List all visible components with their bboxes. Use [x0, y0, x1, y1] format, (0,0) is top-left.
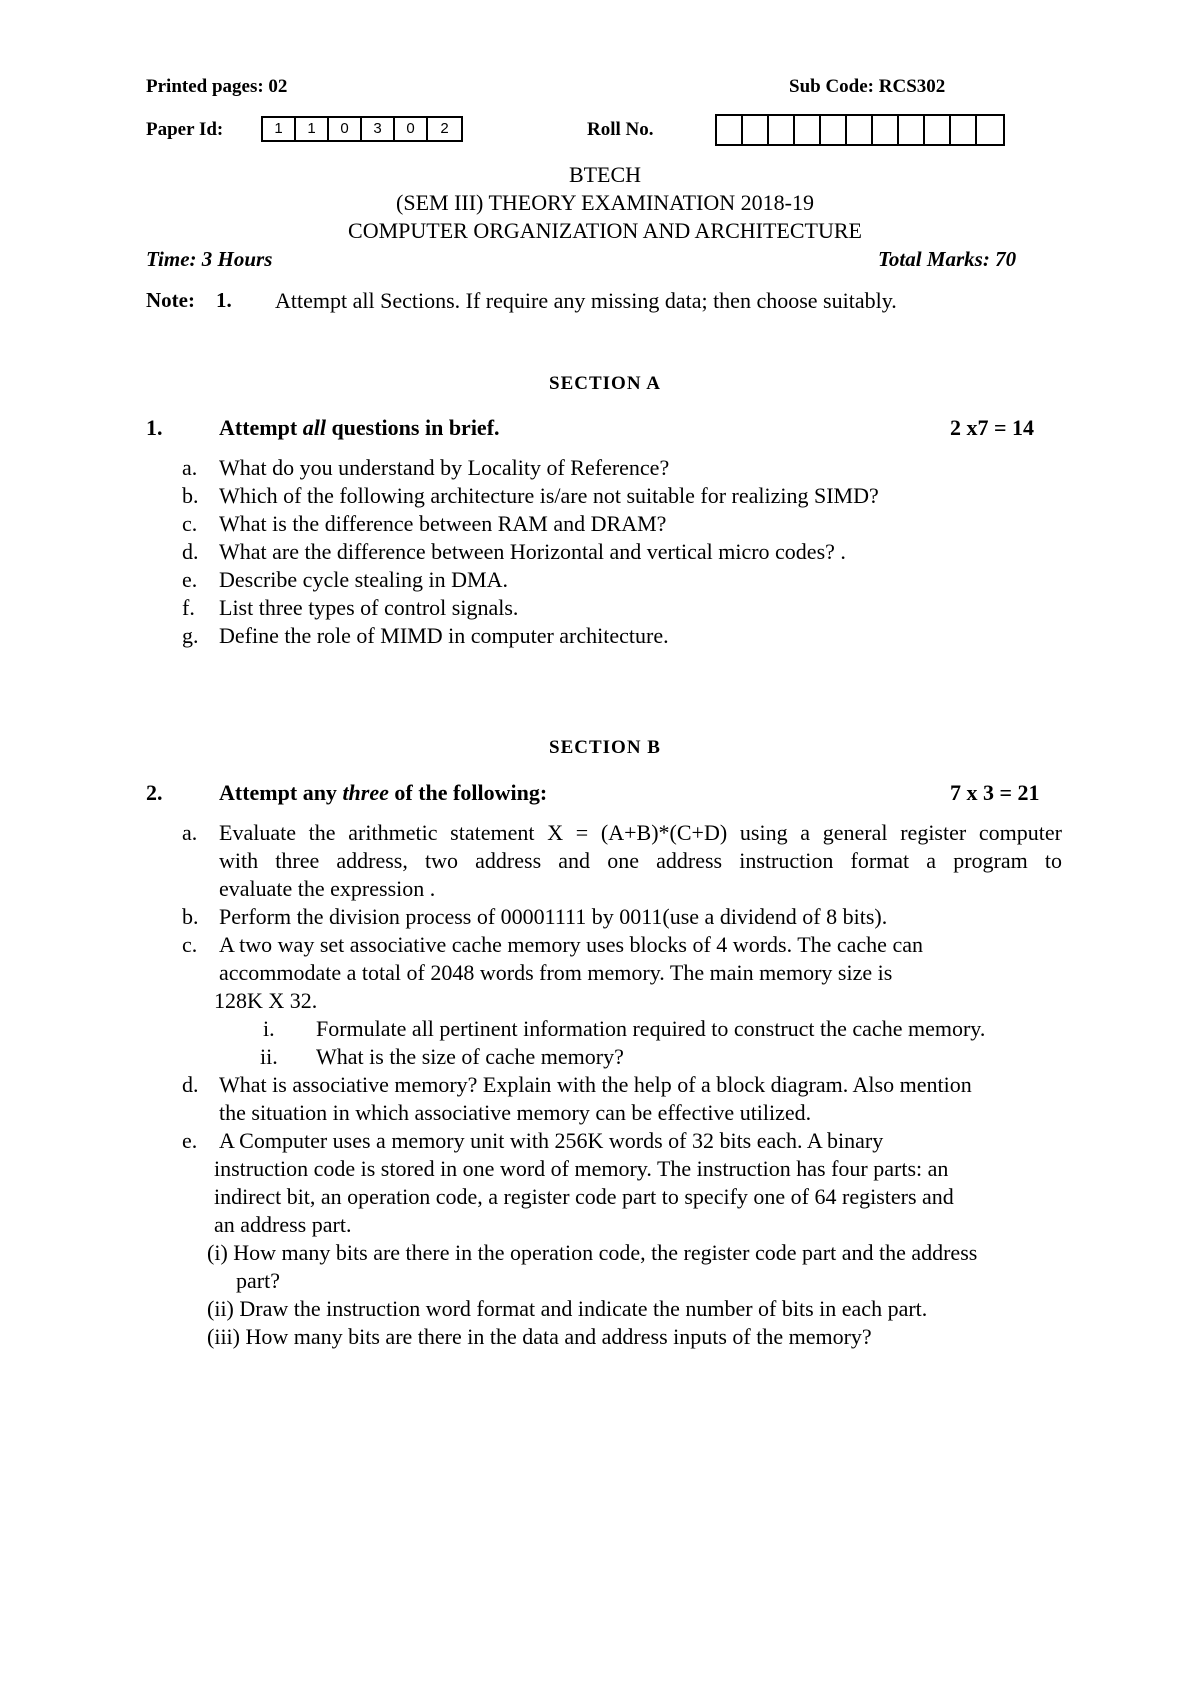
question-2e-line: A Computer uses a memory unit with 256K words of 32 bits each. A binary	[219, 1128, 884, 1153]
sub-item-number: i.	[263, 1016, 275, 1041]
item-letter: a.	[182, 455, 198, 480]
paper-id-digit: 0	[329, 118, 362, 140]
item-letter: b.	[182, 904, 199, 929]
question-2d-line: the situation in which associative memory can be effective utilized.	[219, 1100, 812, 1125]
roll-no-box[interactable]	[899, 116, 925, 144]
paper-id-digit: 2	[440, 120, 449, 137]
question-2a-line: with three address, two address and one address instruction format a program to	[219, 848, 1062, 873]
roll-no-box[interactable]	[717, 116, 743, 144]
question-1g: Define the role of MIMD in computer architecture.	[219, 623, 669, 648]
roll-no-boxes[interactable]	[715, 114, 1005, 146]
question-2e-line: an address part.	[214, 1212, 352, 1237]
item-letter: d.	[182, 539, 199, 564]
roll-no-box[interactable]	[743, 116, 769, 144]
question-1-instruction: Attempt all questions in brief.	[219, 415, 500, 440]
question-1e: Describe cycle stealing in DMA.	[219, 567, 508, 592]
sub-item-number: ii.	[260, 1044, 278, 1069]
question-2e-part-iii: (iii) How many bits are there in the data and address inputs of the memory?	[207, 1324, 872, 1349]
subject-title: COMPUTER ORGANIZATION AND ARCHITECTURE	[348, 218, 862, 243]
roll-no-box[interactable]	[821, 116, 847, 144]
question-2c-ii: What is the size of cache memory?	[316, 1044, 624, 1069]
question-2a-line: evaluate the expression .	[219, 876, 436, 901]
degree-title: BTECH	[568, 162, 642, 187]
paper-id-boxes	[261, 116, 463, 142]
question-1-marks: 2 x7 = 14	[950, 415, 1035, 440]
question-2c-line: A two way set associative cache memory uses blocks of 4 words. The cache can	[219, 932, 923, 957]
question-1b: Which of the following architecture is/are not suitable for realizing SIMD?	[219, 483, 879, 508]
paper-id-digit: 0	[395, 118, 428, 140]
question-2e-part-i-cont: part?	[236, 1268, 280, 1293]
item-letter: e.	[182, 567, 198, 592]
question-2-marks: 7 x 3 = 21	[950, 780, 1040, 805]
question-1f: List three types of control signals.	[219, 595, 519, 620]
roll-no-box[interactable]	[769, 116, 795, 144]
question-2c-line: 128K X 32.	[214, 988, 318, 1013]
total-marks: Total Marks: 70	[878, 247, 1017, 271]
question-2e-part-i: (i) How many bits are there in the operation code, the register code part and the address	[207, 1240, 978, 1265]
question-2e-line: instruction code is stored in one word of memory. The instruction has four parts: an	[214, 1156, 949, 1181]
printed-pages: Printed pages: 02	[146, 76, 288, 97]
item-letter: b.	[182, 483, 199, 508]
roll-no-box[interactable]	[795, 116, 821, 144]
exam-title: (SEM III) THEORY EXAMINATION 2018-19	[396, 190, 814, 215]
paper-id-digit: 1	[296, 118, 329, 140]
note-text: Attempt all Sections. If require any missing data; then choose suitably.	[275, 288, 897, 313]
question-2c-line: accommodate a total of 2048 words from memory. The main memory size is	[219, 960, 893, 985]
roll-no-box[interactable]	[977, 116, 1003, 144]
question-1-number: 1.	[146, 415, 163, 440]
item-letter: a.	[182, 820, 198, 845]
item-letter: f.	[182, 595, 195, 620]
item-letter: d.	[182, 1072, 199, 1097]
roll-no-label: Roll No.	[587, 119, 654, 140]
roll-no-box[interactable]	[951, 116, 977, 144]
question-2-number: 2.	[146, 780, 163, 805]
paper-id-label: Paper Id:	[146, 119, 224, 140]
question-1c: What is the difference between RAM and DRAM?	[219, 511, 667, 536]
roll-no-box[interactable]	[925, 116, 951, 144]
section-a-heading: SECTION A	[549, 373, 661, 394]
item-letter: e.	[182, 1128, 198, 1153]
item-letter: g.	[182, 623, 199, 648]
paper-id-digit: 3	[362, 118, 395, 140]
time-allowed: Time: 3 Hours	[146, 247, 273, 271]
question-2a-line: Evaluate the arithmetic statement X = (A+B)*(C+D) using a general register computer	[219, 820, 1062, 845]
item-letter: c.	[182, 511, 198, 536]
question-2b: Perform the division process of 00001111 by 0011(use a dividend of 8 bits).	[219, 904, 888, 929]
question-1d: What are the difference between Horizontal and vertical micro codes? .	[219, 539, 846, 564]
question-2d-line: What is associative memory? Explain with the help of a block diagram. Also mention	[219, 1072, 972, 1097]
question-2e-part-ii: (ii) Draw the instruction word format and indicate the number of bits in each part.	[207, 1296, 928, 1321]
section-b-heading: SECTION B	[549, 737, 661, 758]
item-letter: c.	[182, 932, 198, 957]
paper-id-digit: 1	[263, 118, 296, 140]
roll-no-box[interactable]	[847, 116, 873, 144]
roll-no-box[interactable]	[873, 116, 899, 144]
question-1a: What do you understand by Locality of Reference?	[219, 455, 670, 480]
question-2c-i: Formulate all pertinent information required to construct the cache memory.	[316, 1016, 986, 1041]
question-2e-line: indirect bit, an operation code, a register code part to specify one of 64 registers and	[214, 1184, 954, 1209]
note-number: 1.	[216, 288, 232, 312]
question-2-instruction: Attempt any three of the following:	[219, 780, 548, 805]
sub-code: Sub Code: RCS302	[789, 76, 946, 97]
note-label: Note:	[146, 288, 195, 312]
